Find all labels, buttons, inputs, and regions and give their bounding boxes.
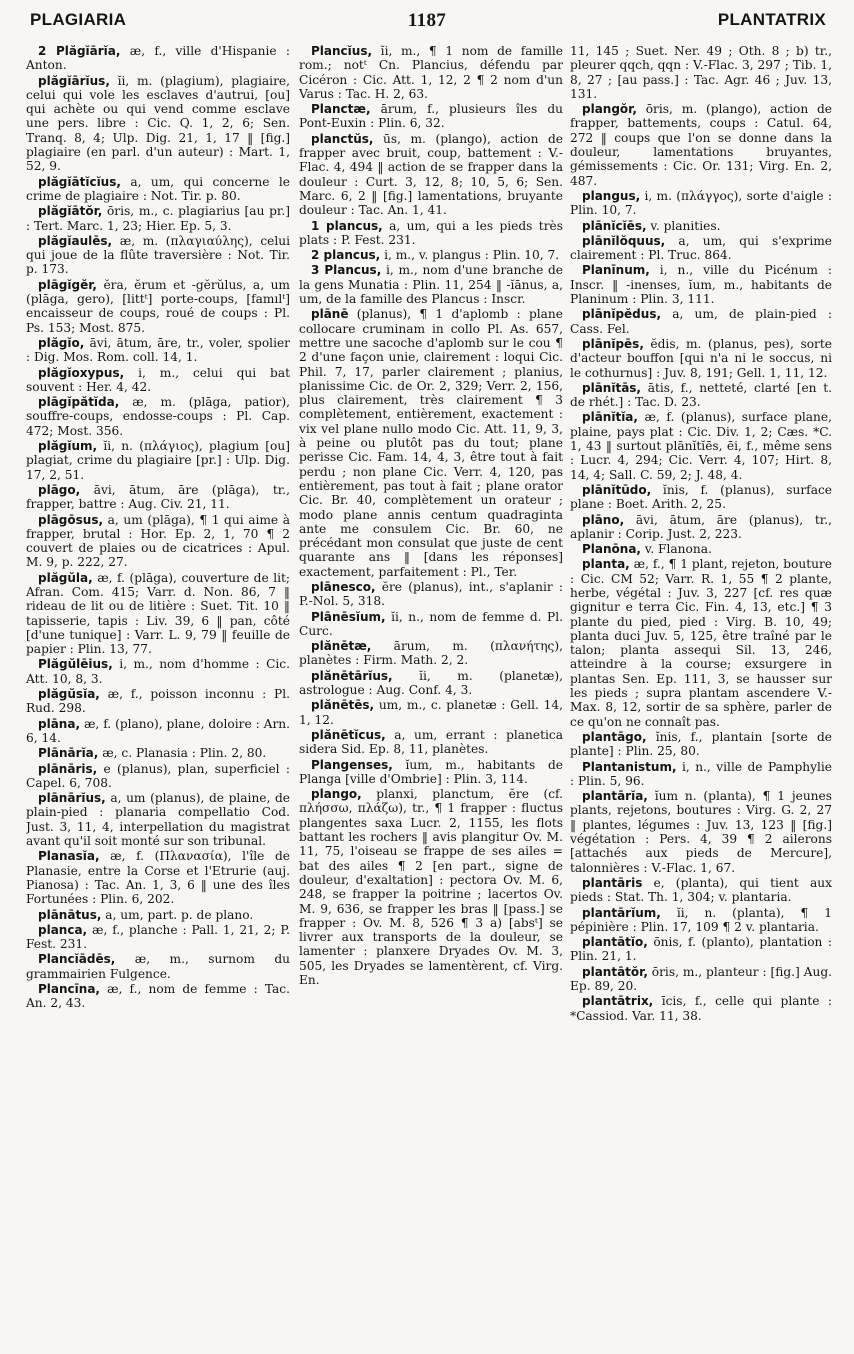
entry-headword: Plăgŭlēius, (38, 657, 113, 672)
dictionary-entry (299, 787, 563, 987)
entry-definition: ōris, m., planteur : [fig.] Aug. Ep. 89, 20. (570, 964, 832, 993)
entry-headword: plăgĭātĭcĭus, (38, 174, 121, 189)
entry-headword: 2 Plăgĭārĭa, (38, 44, 121, 58)
column-left (26, 44, 290, 1344)
dictionary-entry (570, 410, 832, 481)
entry-definition: ĭi, n. (πλάγιος), plagium [ou] plagiat, crime du plagiaire [pr.] : Ulp. Dig. 17, 2, 51. (26, 439, 290, 482)
entry-definition: æ, f. (planus), surface plane, plaine, pays plat : Cic. Div. 1, 2; Cæs. *C. 1, 43 ‖ surtout plānĭtĭēs, ēi, f., même sens : Lucr. 4, 294; Cic. Verr. 4, 107; Hirt. 8, 14, 4; Sall. C. 59, 2; J. 48, 4. (570, 410, 832, 482)
dictionary-entry (299, 132, 563, 218)
entry-definition: ĭum n. (planta), ¶ 1 jeunes plants, rejetons, boutures : Virg. G. 2, 27 ‖ plantes, légumes : Juv. 13, 123 ‖ [fig.] végétation : Pers. 4, 39 ¶ 2 ailerons [attachés aux pieds de Mercure], talonnières : V.-Flac. 1, 67. (570, 789, 832, 875)
entry-definition: ĭnis, f. (planus), surface plane : Boet. Arith. 2, 25. (570, 482, 832, 512)
dictionary-entry (26, 717, 290, 746)
entry-headword: plānātus, (38, 907, 102, 922)
entry-headword: plāna, (38, 716, 80, 731)
entry-definition: īcis, f., celle qui plante : *Cassiod. Var. 11, 38. (570, 994, 832, 1023)
entry-definition: a, um, de plain-pied : Cass. Fel. (570, 307, 832, 336)
dictionary-entry (26, 982, 290, 1011)
entry-definition: ārum, f., plusieurs îles du Pont-Euxin : Plin. 6, 32. (299, 102, 563, 131)
entry-definition: i, m., nom d'homme : Cic. Att. 10, 8, 3. (26, 657, 290, 686)
column-middle (299, 44, 563, 1344)
dictionary-entry (570, 965, 832, 994)
dictionary-entry (299, 102, 563, 131)
entry-headword: plantātĭo, (582, 935, 648, 950)
dictionary-entry (570, 483, 832, 512)
entry-headword: plāno, (582, 512, 625, 527)
entry-definition: ĭi, n. (planta), ¶ 1 pépinière : Plin. 17, 109 ¶ 2 v. plantaria. (570, 905, 832, 934)
entry-definition: e, (planta), qui tient aux pieds : Stat. Th. 1, 304; v. plantaria. (570, 875, 832, 905)
dictionary-entry (570, 102, 832, 188)
entry-headword: Plānārĭa, (38, 746, 99, 761)
entry-definition: ĕra, ĕrum et -gĕrŭlus, a, um (plāga, gero), [littᵗ] porte-coups, [famılᵗ] encaisseur de coups, roué de coups : Pl. Ps. 153; Most. 875. (26, 277, 290, 335)
dictionary-entry (299, 263, 563, 306)
dictionary-entry (570, 760, 832, 789)
entry-headword: Plantanistum, (582, 759, 677, 774)
entry-definition: i, m., celui qui bat souvent : Her. 4, 42. (26, 365, 290, 394)
dictionary-entry (570, 557, 832, 729)
entry-definition: āvi, ātum, āre (planus), tr., aplanir : Corip. Just. 2, 223. (570, 512, 832, 541)
dictionary-entry (299, 698, 563, 727)
dictionary-entry (26, 791, 290, 848)
entry-definition: i, m., nom d'une branche de la gens Munatia : Plin. 11, 254 ‖ -ĭānus, a, um, de la famille des Plancus : Inscr. (299, 263, 563, 307)
dictionary-entry (26, 952, 290, 981)
running-header (0, 0, 854, 40)
entry-headword: plănētēs, (311, 698, 375, 713)
entry-definition: (planus), ¶ 1 d'aplomb : plane collocare cruminam in collo Pl. As. 657, mettre une sacoche d'aplomb sur le cou ¶ 2 d'une façon unie, clairement : loqui Cic. Phil. 7, 17, parler clairement ; planius, planissime Cic. de Or. 2, 329; Verr. 2, 156, plus clairement, très clairement ¶ 3 complètement, entièrement, exactement : vix vel plane nullo modo Cic. Att. 11, 9, 3, à peine ou plutôt pas du tout; plane perisse Cic. Fam. 14, 4, 3, être tout à fait perdu ; non plane Cic. Verr. 4, 120, pas entièrement, pas tout à fait ; plane orator Cic. Br. 40, complètement un orateur ; modo plane annis centum quadraginta ante me consulem Cic. Br. 60, ne précédant mon consulat que juste de cent quarante ans ‖ [dans les réponses] exactement, parfaitement : Pl., Ter. (299, 307, 563, 579)
entry-headword: plānĭtās, (582, 380, 641, 395)
entry-definition: ārum, m. (πλανήτης), planètes : Firm. Math. 2, 2. (299, 639, 563, 668)
dictionary-entry (26, 204, 290, 233)
header-last-word: PLANTATRIX (717, 10, 826, 29)
dictionary-entry (299, 639, 563, 668)
dictionary-entry (26, 234, 290, 277)
entry-headword: plăgĭārĭus, (38, 73, 110, 88)
dictionary-entry (570, 876, 832, 905)
entry-headword: Plānēsĭum, (311, 609, 386, 624)
entry-headword: Plancĭus, (311, 44, 373, 58)
entry-headword: Plancīna, (38, 982, 100, 996)
entry-definition: æ, m. (πλαγιαύλης), celui qui joue de la flûte traversière : Not. Tir. p. 173. (26, 233, 290, 277)
entry-headword: plăgĭoxypus, (38, 365, 125, 380)
entry-headword: plānē (311, 307, 349, 322)
entry-definition: a, um, part. p. de plano. (105, 907, 254, 922)
entry-headword: plănētæ, (311, 639, 372, 654)
dictionary-entry (26, 278, 290, 335)
entry-definition: i, m. (πλάγγος), sorte d'aigle : Plin. 10, 7. (570, 188, 832, 218)
entry-headword: Planōna, (582, 542, 641, 557)
entry-definition: i, n., ville du Picénum : Inscr. ‖ -inenses, ĭum, m., habitants de Planinum : Plin. 3, 111. (570, 263, 832, 307)
entry-headword: plantātrix, (582, 994, 654, 1009)
entry-definition: ōris, m., c. plagiarius [au pr.] : Tert. Marc. 1, 23; Hier. Ep. 5, 3. (26, 204, 290, 233)
dictionary-entry (299, 669, 563, 698)
dictionary-entry (26, 513, 290, 570)
entry-headword: plānĭcĭēs, (582, 218, 647, 233)
entry-headword: plānĭpēs, (582, 336, 644, 351)
entry-headword: 3 Plancus, (311, 263, 382, 278)
dictionary-entry (26, 336, 290, 365)
dictionary-entry (570, 263, 832, 306)
entry-headword: plānāris, (38, 761, 98, 776)
entry-headword: plantātŏr, (582, 964, 648, 979)
entry-headword: Planīnum, (582, 263, 650, 278)
entry-headword: plānesco, (311, 579, 376, 594)
entry-headword: Planctæ, (311, 102, 371, 117)
entry-headword: plāgōsus, (38, 512, 104, 527)
entry-definition: ōris, m. (plango), action de frapper, battements, coups : Catul. 64, 272 ‖ coups que l'on se donne dans la douleur, lamentations bruyantes, gémissements : Cic. Or. 131; Virg. En. 2, 487. (570, 102, 832, 188)
dictionary-entry (570, 789, 832, 875)
entry-definition: æ, f., ville d'Hispanie : Anton. (26, 44, 290, 73)
dictionary-entry (26, 762, 290, 791)
entry-headword: plango, (311, 787, 362, 802)
entry-definition: 11, 145 ; Suet. Ner. 49 ; Oth. 8 ; b) tr., pleurer qqch, qqn : V.-Flac. 3, 297 ; Tib. 1, 8, 27 ; [au pass.] : Tac. Agr. 46 ; Juv. 13, 131. (570, 44, 832, 101)
entry-headword: plānĭlŏquus, (582, 233, 666, 248)
dictionary-entry (570, 381, 832, 410)
dictionary-entry (299, 219, 563, 248)
entry-definition: ĭnis, f., plantain [sorte de plante] : Plin. 25, 80. (570, 729, 832, 759)
dictionary-entry (299, 580, 563, 609)
entry-headword: plangŏr, (582, 102, 637, 117)
dictionary-entry (26, 44, 290, 73)
entry-headword: plăgŭsĭa, (38, 687, 100, 702)
entry-headword: 1 plancus, (311, 218, 383, 233)
entry-definition: æ, f., planche : Pall. 1, 21, 2; P. Fest. 231. (26, 922, 290, 952)
dictionary-entry (570, 44, 832, 101)
dictionary-entry (570, 189, 832, 218)
entry-headword: plănētĭcus, (311, 727, 386, 742)
entry-definition: æ, f. (Πλανασία), l'île de Planasie, entre la Corse et l'Etrurie (auj. Pianosa) : Tac. An. 1, 3, 6 ‖ une des îles Fortunées : Plin. 6, 202. (26, 849, 290, 907)
dictionary-entry (26, 395, 290, 438)
column-right (570, 44, 832, 1344)
entry-definition: æ, c. Planasia : Plin. 2, 80. (102, 746, 267, 761)
entry-definition: a, um (planus), de plaine, de plain-pied : planaria compellatio Cod. Just. 3, 11, 4, interpellation du magistrat avant qu'il soit monté sur son tribunal. (26, 791, 290, 849)
dictionary-entry (299, 44, 563, 101)
entry-headword: plăgĭo, (38, 335, 85, 350)
dictionary-entry (299, 758, 563, 787)
entry-headword: plānĭtĭa, (582, 410, 638, 425)
entry-headword: plānārĭus, (38, 791, 106, 806)
entry-headword: Planasĭa, (38, 849, 100, 864)
entry-headword: plantāris (582, 875, 643, 890)
dictionary-entry (26, 439, 290, 482)
entry-headword: plăgĭātŏr, (38, 204, 103, 219)
entry-definition: a, um, qui s'exprime clairement : Pl. Truc. 864. (570, 233, 832, 263)
entry-definition: a, um, qui concerne le crime de plagiaire : Not. Tir. p. 80. (26, 174, 290, 203)
dictionary-entry (299, 248, 563, 262)
dictionary-entry (26, 657, 290, 686)
entry-definition: v. Flanona. (644, 542, 712, 557)
entry-definition: ātis, f., netteté, clarté [en t. de rhét.] : Tac. D. 23. (570, 380, 832, 410)
entry-definition: æ, m. (plāga, patior), souffre-coups, endosse-coups : Pl. Cap. 472; Most. 356. (26, 395, 290, 438)
entry-definition: æ, f. (plāga), couverture de lit; Afran. Com. 415; Varr. d. Non. 86, 7 ‖ rideau de lit ou de litière : Suet. Tit. 10 ‖ tapisserie, tapis : Liv. 39, 6 ‖ pan, côté [d'une tunique] : Varr. L. 9, 79 ‖ feuille de papier : Plin. 13, 77. (26, 570, 290, 657)
entry-definition: a, um, errant : planetica sidera Sid. Ep. 8, 11, planètes. (299, 727, 563, 757)
dictionary-entry (570, 542, 832, 556)
entry-definition: i, n., ville de Pamphylie : Plin. 5, 96. (570, 759, 832, 788)
entry-definition: i, m., v. plangus : Plin. 10, 7. (384, 248, 560, 263)
entry-definition: æ, f. (plano), plane, doloire : Arn. 6, 14. (26, 716, 290, 745)
entry-definition: āvi, ātum, āre, tr., voler, spolier : Dig. Mos. Rom. coll. 14, 1. (26, 335, 290, 365)
header-first-word: PLAGIARIA (30, 10, 127, 29)
entry-headword: planta, (582, 557, 630, 572)
dictionary-entry (299, 728, 563, 757)
entry-definition: e (planus), plan, superficiel : Capel. 6, 708. (26, 761, 290, 790)
dictionary-entry (570, 994, 832, 1023)
entry-headword: planctŭs, (311, 131, 374, 146)
entry-headword: plantārĭa, (582, 789, 648, 804)
entry-definition: ĕre (planus), int., s'aplanir : P.-Nol. 5, 318. (299, 579, 563, 609)
entry-definition: v. planities. (650, 218, 721, 233)
page-number: 1187 (407, 10, 447, 31)
dictionary-entry (570, 935, 832, 964)
entry-definition: ōnis, f. (planto), plantation : Plin. 21, 1. (570, 935, 832, 964)
entry-headword: Plancĭādēs, (38, 952, 116, 967)
entry-definition: a, um, qui a les pieds très plats : P. Fest. 231. (299, 218, 563, 247)
entry-definition: ĭi, n., nom de femme d. Pl. Curc. (299, 609, 563, 638)
entry-headword: plăgŭla, (38, 570, 93, 585)
entry-definition: æ, f., poisson inconnu : Pl. Rud. 298. (26, 687, 290, 716)
dictionary-entry (299, 307, 563, 579)
entry-headword: plantārĭum, (582, 905, 661, 920)
entry-definition: æ, f., nom de femme : Tac. An. 2, 43. (26, 982, 290, 1011)
entry-headword: plānĭpĕdus, (582, 307, 662, 322)
entry-headword: plăgĭaulēs, (38, 233, 113, 248)
dictionary-entry (570, 337, 832, 380)
dictionary-entry (26, 746, 290, 760)
entry-headword: plānĭtūdo, (582, 482, 652, 497)
dictionary-entry (26, 571, 290, 657)
entry-definition: a, um (plāga), ¶ 1 qui aime à frapper, brutal : Hor. Ep. 2, 1, 70 ¶ 2 couvert de plaies ou de cicatrices : Apul. M. 9, p. 222, 27. (26, 512, 290, 570)
dictionary-entry (26, 908, 290, 922)
entry-headword: plāgĭpătĭda, (38, 395, 120, 410)
dictionary-entry (26, 849, 290, 906)
dictionary-entry (570, 730, 832, 759)
entry-headword: Plangenses, (311, 757, 393, 772)
dictionary-entry (299, 610, 563, 639)
dictionary-entry (26, 483, 290, 512)
dictionary-entry (570, 219, 832, 233)
entry-definition: ĭum, m., habitants de Planga [ville d'Ombrie] : Plin. 3, 114. (299, 757, 563, 786)
entry-definition: āvi, ātum, āre (plāga), tr., frapper, battre : Aug. Civ. 21, 11. (26, 482, 290, 512)
entry-headword: plāgĭgĕr, (38, 277, 97, 292)
entry-headword: plāgo, (38, 482, 81, 497)
dictionary-entry (570, 513, 832, 542)
entry-headword: plangus, (582, 188, 641, 203)
entry-definition: ūs, m. (plango), action de frapper avec bruit, coup, battement : V.-Flac. 4, 494 ‖ action de se frapper dans la douleur : Curt. 3, 12, 8; 10, 5, 6; Sen. Marc. 6, 2 ‖ [fig.] lamentations, bruyante douleur : Tac. An. 1, 41. (299, 131, 563, 218)
dictionary-entry (26, 366, 290, 395)
entry-definition: ĭi, m. (plagium), plagiaire, celui qui vole les esclaves d'autrui, [ou] qui achète ou qui vend comme esclave une pers. libre : Cic. Q. 1, 2, 6; Sen. Tranq. 8, 4; Ulp. Dig. 21, 1, 17 ‖ [fig.] plagiaire (en parl. d'un auteur) : Mart. 1, 52, 9. (26, 73, 290, 174)
dictionary-entry (570, 234, 832, 263)
entry-headword: planca, (38, 922, 88, 937)
dictionary-entry (26, 74, 290, 174)
entry-definition: ĕdis, m. (planus, pes), sorte d'acteur bouffon [qui n'a ni le soccus, ni le cothurnus] : Juv. 8, 191; Gell. 1, 11, 12. (570, 336, 832, 380)
dictionary-entry (570, 307, 832, 336)
entry-headword: plantāgo, (582, 729, 647, 744)
entry-definition: planxi, planctum, ĕre (cf. πλήσσω, πλάζω), tr., ¶ 1 frapper : fluctus plangentes saxa Lucr. 2, 1155, les flots battant les rochers ‖ avis plangitur Ov. M. 11, 75, l'oiseau se frappe de ses ailes = bat des ailes ¶ 2 [en part., signe de douleur, d'exaltation] : pectora Ov. M. 6, 248, se frapper la poitrine ; lacertos Ov. M. 9, 636, se frapper les bras ‖ [pass.] se frapper : Ov. M. 8, 526 ¶ 3 a) [absᵗ] se livrer aux transports de la douleur, se lamenter : planxere Dryades Ov. M. 3, 505, les Dryades se lamentèrent, cf. Virg. En. (299, 787, 563, 987)
entry-headword: plănētārĭus, (311, 668, 393, 683)
dictionary-entry (26, 175, 290, 204)
dictionary-entry (26, 687, 290, 716)
entry-headword: plăgĭum, (38, 439, 98, 454)
entry-definition: ĭi, m. (planetæ), astrologue : Aug. Conf. 4, 3. (299, 668, 563, 698)
entry-definition: æ, f., ¶ 1 plant, rejeton, bouture : Cic. CM 52; Varr. R. 1, 55 ¶ 2 plante, herbe, végétal : Juv. 3, 227 [cf. res quæ gignitur e terra Cic. Fin. 4, 13, etc.] ¶ 3 plante du pied, pied : Virg. B. 10, 49; planta duci Juv. 5, 125, être traîné par le talon; planta assequi Sil. 13, 246, atteindre à la course; exsurgere in plantas Sen. Ep. 111, 3, se hausser sur les pieds ; supra plantam ascendere V.-Max. 8, 12, sortir de sa sphère, parler de ce qu'on ne connaît pas. (570, 557, 832, 729)
entry-headword: 2 plancus, (311, 248, 381, 263)
entry-definition: ĭi, m., ¶ 1 nom de famille rom.; notᵗ Cn. Plancius, défendu par Cicéron : Cic. Att. 1, 12, 2 ¶ 2 nom d'un Varus : Tac. H. 2, 63. (299, 44, 563, 101)
entry-definition: æ, m., surnom du grammairien Fulgence. (26, 952, 290, 981)
dictionary-entry (26, 923, 290, 952)
dictionary-entry (570, 906, 832, 935)
entry-definition: um, m., c. planetæ : Gell. 14, 1, 12. (299, 698, 563, 727)
